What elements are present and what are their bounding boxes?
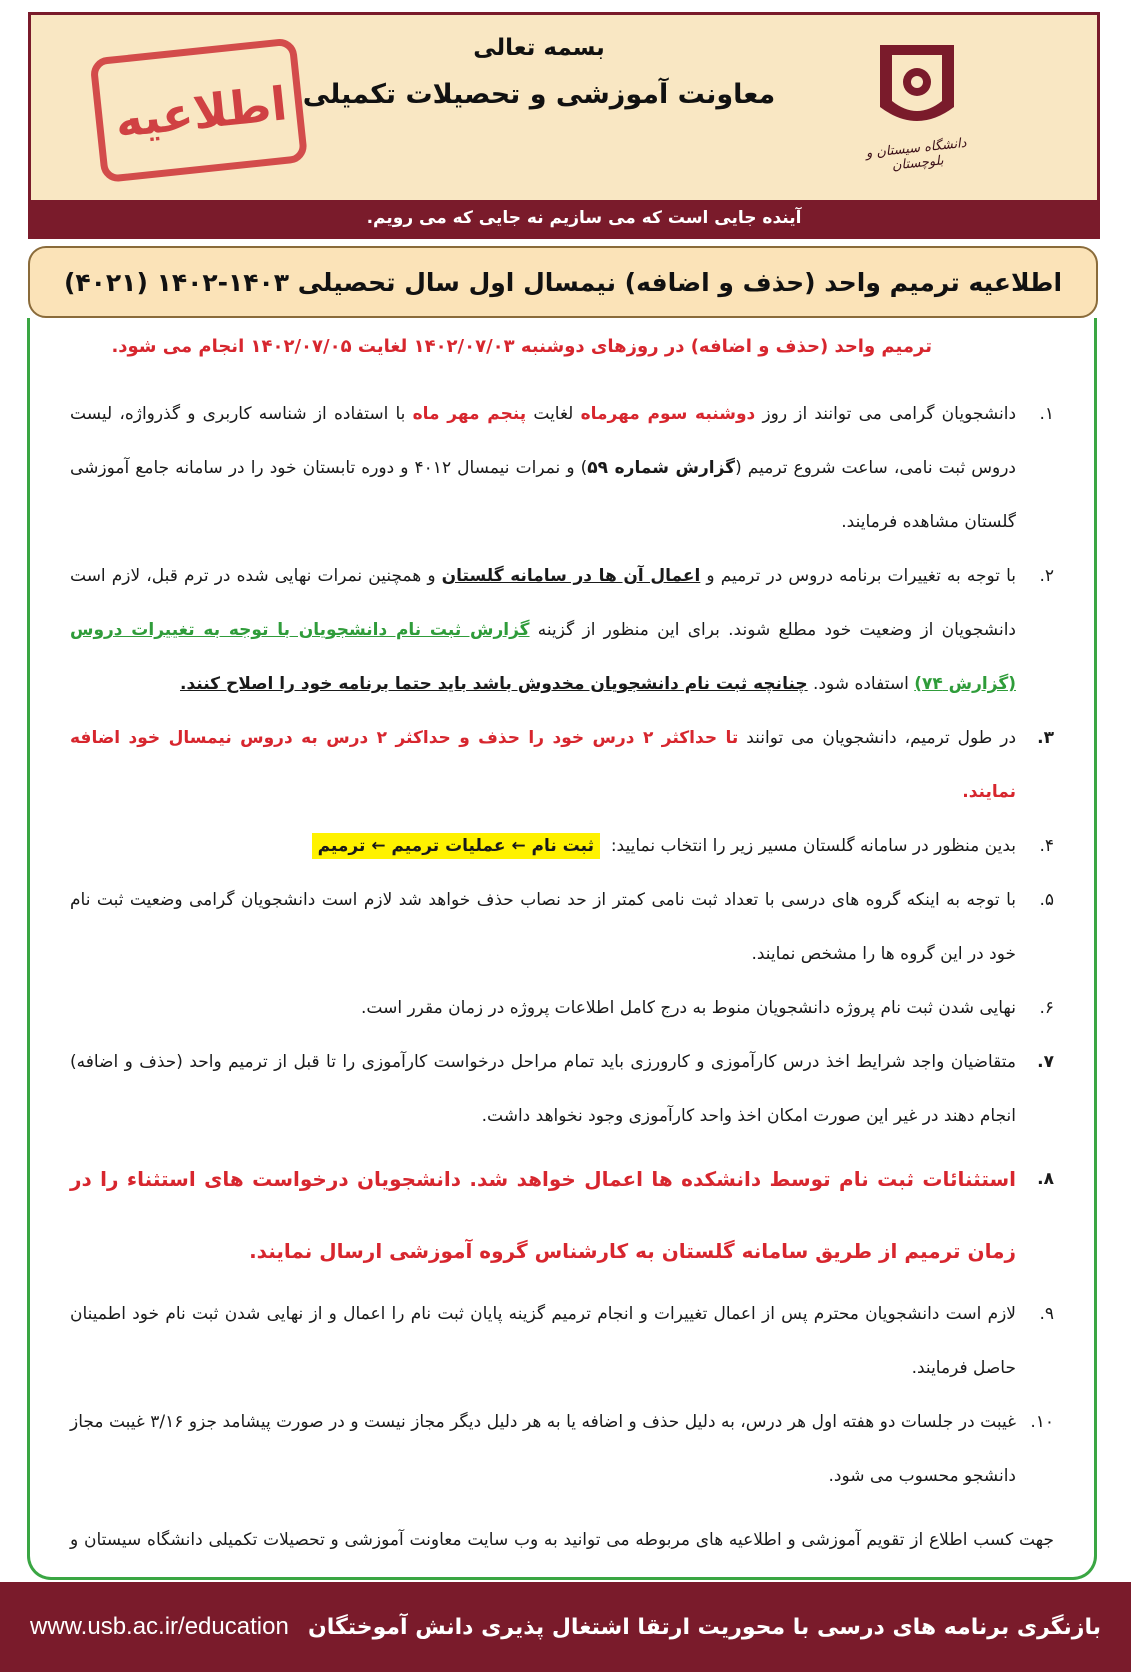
item-number: ۶. [1039, 998, 1054, 1018]
item-4-part-a: بدین منظور در سامانه گلستان مسیر زیر را انتخاب نمایید: [610, 836, 1016, 856]
slogan: آینده جایی است که می سازیم نه جایی که می رویم. [366, 208, 802, 228]
item-2-warning: چنانچه ثبت نام دانشجویان مخدوش باشد باید حتما برنامه خود را اصلاح کنند. [180, 674, 808, 694]
item-text: نهایی شدن ثبت نام پروژه دانشجویان منوط به درج کامل اطلاعات پروژه در زمان مقرر است. [361, 998, 1016, 1018]
logo-caption: دانشگاه سیستان و بلوچستان [865, 135, 968, 174]
list-item-7 [70, 1035, 1054, 1143]
item-number: ۱. [1039, 404, 1054, 424]
slogan-band [31, 200, 1097, 236]
item-text: استثنائات ثبت نام توسط دانشکده ها اعمال خواهد شد. دانشجویان درخواست های استثناء را در زمان ترمیم از طریق سامانه گلستان به کارشناس گروه آموزشی ارسال نمایند. [70, 1167, 1016, 1263]
item-3-limit: تا حداکثر ۲ درس خود را حذف و حداکثر ۲ درس به دروس نیمسال خود اضافه نمایند. [70, 728, 1016, 802]
footer-bar [0, 1582, 1131, 1672]
intro-line: ترمیم واحد (حذف و اضافه) در روزهای دوشنبه ۱۴۰۲/۰۷/۰۳ لغایت ۱۴۰۲/۰۷/۰۵ انجام می شود. [111, 336, 932, 357]
item-1-part-e: با استفاده از شناسه کاربری و گذرواژه، لیست دروس ثبت نامی، ساعت شروع ترمیم ( [70, 404, 1016, 478]
item-number: ۵. [1039, 890, 1054, 910]
item-1-end-date: پنجم مهر ماه [412, 404, 527, 424]
list-item-4 [70, 819, 1054, 873]
list-item-8 [70, 1143, 1054, 1287]
notice-body [27, 318, 1097, 1580]
item-1-start-date: دوشنبه سوم مهرماه [580, 404, 756, 424]
item-text: با توجه به اینکه گروه های درسی با تعداد ثبت نامی کمتر از حد نصاب حذف خواهد شد لازم است دانشجویان گرامی وضعیت ثبت نام خود در این گروه ها را مشخص نمایند. [70, 890, 1016, 964]
department-name: معاونت آموزشی و تحصیلات تکمیلی [302, 79, 776, 110]
stamp-text: اطلاعیه [112, 76, 290, 148]
item-2-report-74: گزارش ثبت نام دانشجویان با توجه به تغییرات دروس (گزارش ۷۴) [70, 620, 1016, 694]
list-item-10 [70, 1395, 1054, 1503]
item-1-part-g: ) و نمرات نیمسال ۴۰۱۲ و دوره تابستان خود را در سامانه جامع آموزشی گلستان مشاهده فرمایند. [70, 458, 1016, 532]
list-item-1 [70, 387, 1054, 549]
website-note-text: جهت کسب اطلاع از تقویم آموزشی و اطلاعیه های مربوطه می توانید به وب سایت معاونت آموزشی و تحصیلات تکمیلی دانشگاه سیستان و [70, 1530, 1054, 1550]
basmala: بسمه تعالی [473, 35, 605, 61]
item-text: متقاضیان واجد شرایط اخذ درس کارآموزی و کارورزی باید تمام مراحل درخواست کارآموزی را تا قبل از ترمیم واحد (حذف و اضافه) انجام دهند در غیر این صورت امکان اخذ واحد کارآموزی وجود نخواهد داشت. [70, 1052, 1016, 1126]
notice-title-bar [28, 246, 1098, 318]
letterhead [28, 12, 1100, 239]
item-2-part-c: و همچنین نمرات نهایی شده در ترم قبل، لازم است دانشجویان از وضعیت خود مطلع شوند. برای این منظور از گزینه [70, 566, 1016, 640]
item-text [70, 819, 1016, 873]
item-number: ۴. [1039, 836, 1054, 856]
item-1-part-a: دانشجویان گرامی می توانند از روز [762, 404, 1017, 424]
footer-slogan: بازنگری برنامه های درسی با محوریت ارتقا اشتغال پذیری دانش آموختگان [307, 1614, 1101, 1640]
item-2-part-a: با توجه به تغییرات برنامه دروس در ترمیم و [706, 566, 1016, 586]
list-item-6 [70, 981, 1054, 1035]
item-number: ۱۰. [1030, 1412, 1054, 1432]
item-number: ۷. [1037, 1052, 1054, 1072]
item-number: ۲. [1039, 566, 1054, 586]
item-text [70, 549, 1016, 711]
footer-url[interactable]: www.usb.ac.ir/education [30, 1613, 289, 1640]
list-item-5 [70, 873, 1054, 981]
item-text: لازم است دانشجویان محترم پس از اعمال تغییرات و انجام ترمیم گزینه پایان ثبت نام را اعمال و از نهایی شدن ثبت نام خود اطمینان حاصل فرمایند. [70, 1304, 1016, 1378]
item-text [70, 387, 1016, 549]
item-3-part-a: در طول ترمیم، دانشجویان می توانند [746, 728, 1017, 748]
list-item-9 [70, 1287, 1054, 1395]
header-titles [281, 35, 797, 110]
logo-emblem-icon [872, 37, 962, 137]
notice-title: اطلاعیه ترمیم واحد (حذف و اضافه) نیمسال اول سال تحصیلی ۱۴۰۳-۱۴۰۲ (۴۰۲۱) [63, 267, 1063, 297]
item-2-part-e: استفاده شود. [813, 674, 909, 694]
item-text [70, 711, 1016, 819]
list-item-2 [70, 549, 1054, 711]
item-2-golestan: اعمال آن ها در سامانه گلستان [441, 566, 701, 586]
item-number: ۳. [1037, 728, 1054, 748]
university-logo [857, 37, 977, 187]
item-number: ۸. [1037, 1169, 1054, 1189]
golestan-menu-path: ثبت نام ← عملیات ترمیم ← ترمیم [312, 833, 600, 859]
item-1-part-c: لغایت [533, 404, 574, 424]
notice-items [70, 387, 1054, 1503]
list-item-3 [70, 711, 1054, 819]
item-1-report: گزارش شماره ۵۹ [587, 458, 736, 478]
item-number: ۹. [1039, 1304, 1054, 1324]
item-text: غیبت در جلسات دو هفته اول هر درس، به دلیل حذف و اضافه یا به هر دلیل دیگر مجاز نیست و در صورت پیشامد جزو ۳/۱۶ غیبت مجاز دانشجو محسوب می شود. [70, 1412, 1016, 1486]
